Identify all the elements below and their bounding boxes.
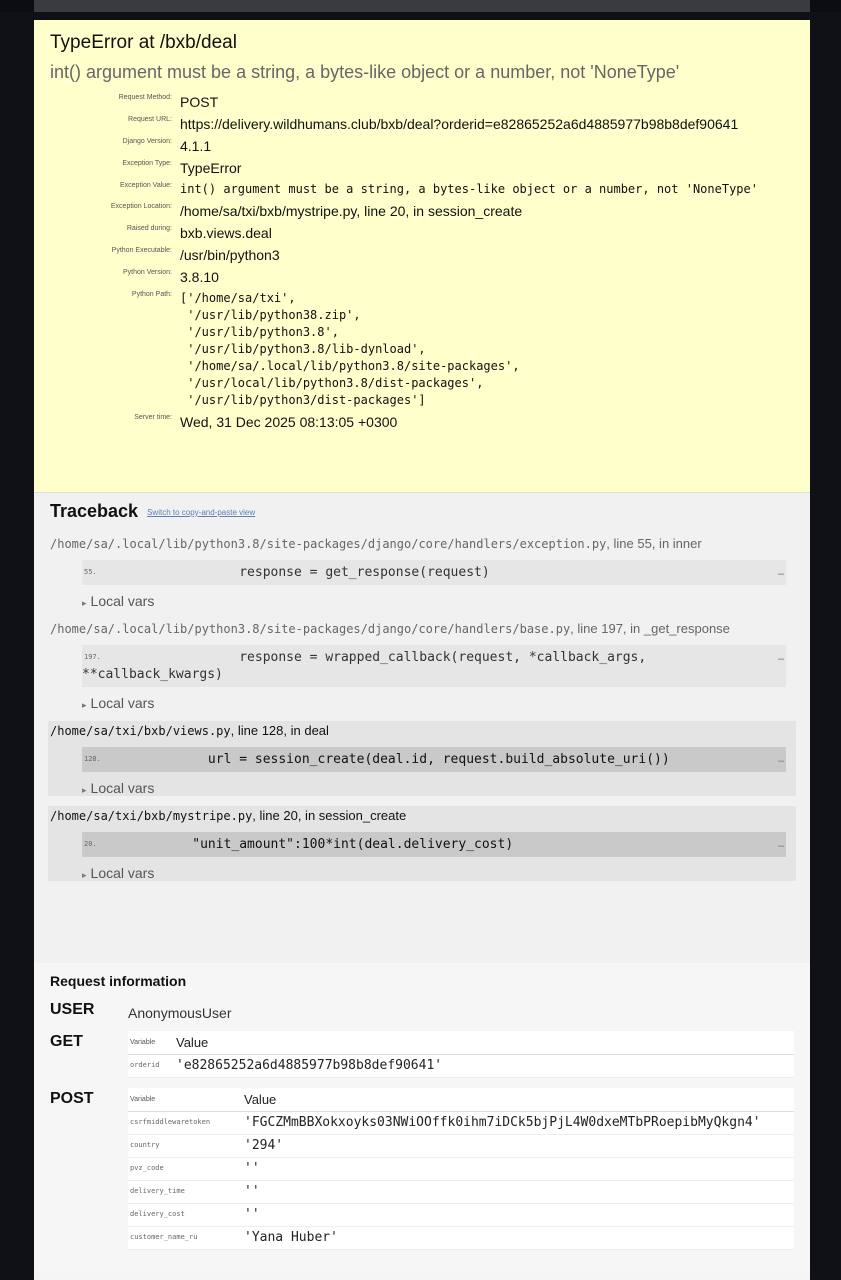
code-text: url = session_create(deal.id, request.build_absolute_uri()) xyxy=(114,752,670,767)
meta-value: int() argument must be a string, a bytes-like object or a number, not 'NoneType' xyxy=(180,182,758,196)
frame-suffix: , line 55, in inner xyxy=(606,536,702,551)
expand-context-icon[interactable]: … xyxy=(777,754,784,765)
request-information-title: Request information xyxy=(50,973,187,989)
variable-name: customer_name_ru xyxy=(128,1227,242,1250)
code-text: "unit_amount":100*int(deal.delivery_cost) xyxy=(114,837,514,852)
frame-code-line[interactable] xyxy=(82,645,786,687)
meta-row xyxy=(50,113,794,135)
meta-row xyxy=(50,288,794,411)
error-summary xyxy=(34,20,810,493)
table-row xyxy=(128,1181,794,1204)
switch-copy-paste-link[interactable]: Switch to copy-and-paste view xyxy=(147,507,256,517)
meta-row xyxy=(50,266,794,288)
variable-name: csrfmiddlewaretoken xyxy=(128,1112,242,1135)
triangle-right-icon: ▸ xyxy=(82,785,87,795)
variable-value: '' xyxy=(242,1181,794,1204)
post-variable-header: Variable xyxy=(128,1088,242,1112)
variable-value: '' xyxy=(242,1158,794,1181)
meta-label: Raised during: xyxy=(126,225,172,232)
get-variable-header: Variable xyxy=(128,1031,174,1055)
browser-top-bar xyxy=(34,0,810,12)
get-block xyxy=(50,1031,794,1078)
table-row xyxy=(128,1135,794,1158)
meta-row xyxy=(50,157,794,179)
frame-path: /home/sa/.local/lib/python3.8/site-packages/django/core/handlers/base.py xyxy=(50,622,571,636)
post-label: POST xyxy=(50,1090,94,1107)
frame-code-line[interactable] xyxy=(82,560,786,585)
exception-value-headline: int() argument must be a string, a bytes-like object or a number, not 'NoneType' xyxy=(50,62,680,82)
expand-context-icon[interactable]: … xyxy=(777,839,784,850)
variable-value: 'Yana Huber' xyxy=(242,1227,794,1250)
screen-top-frame xyxy=(0,0,841,12)
traceback-heading xyxy=(50,501,794,522)
local-vars-label: Local vars xyxy=(90,780,155,796)
django-error-page xyxy=(34,20,810,1280)
local-vars-label: Local vars xyxy=(90,695,155,711)
get-vars-table xyxy=(128,1031,794,1078)
meta-label: Python Executable: xyxy=(111,247,172,254)
post-vars-table xyxy=(128,1088,794,1250)
triangle-right-icon: ▸ xyxy=(82,700,87,710)
code-text: response = wrapped_callback(request, *callback_args, **callback_kwargs) xyxy=(82,650,655,682)
meta-value: /usr/bin/python3 xyxy=(180,247,280,263)
variable-value: '' xyxy=(242,1204,794,1227)
meta-label: Exception Type: xyxy=(122,160,172,167)
meta-value: https://delivery.wildhumans.club/bxb/deal?orderid=e82865252a6d4885977b98b8def90641 xyxy=(180,116,739,132)
frame-suffix: , line 128, in deal xyxy=(230,723,329,738)
variable-name: delivery_cost xyxy=(128,1204,242,1227)
meta-value: 4.1.1 xyxy=(180,138,212,154)
traceback-frame xyxy=(48,806,796,881)
meta-value: TypeError xyxy=(180,160,242,176)
local-vars-label: Local vars xyxy=(90,865,155,881)
traceback-section xyxy=(34,493,810,963)
table-row xyxy=(128,1227,794,1250)
frame-suffix: , line 197, in _get_response xyxy=(570,621,730,636)
traceback-title: Traceback xyxy=(50,501,139,521)
frame-path: /home/sa/txi/bxb/mystripe.py xyxy=(50,809,253,823)
local-vars-toggle[interactable] xyxy=(82,593,794,609)
frame-path: /home/sa/txi/bxb/views.py xyxy=(50,724,231,738)
frame-location xyxy=(50,619,794,639)
local-vars-toggle[interactable] xyxy=(82,865,794,881)
line-number: 128. xyxy=(84,755,101,763)
frame-location xyxy=(50,806,794,826)
expand-context-icon[interactable]: … xyxy=(777,567,784,578)
request-information-section xyxy=(34,963,810,1270)
meta-label: Exception Value: xyxy=(119,182,172,189)
meta-label: Server time: xyxy=(134,414,172,421)
meta-row xyxy=(50,91,794,113)
table-row xyxy=(128,1112,794,1135)
post-value-header: Value xyxy=(242,1088,794,1112)
post-block xyxy=(50,1088,794,1250)
get-value-header: Value xyxy=(174,1031,794,1055)
expand-context-icon[interactable]: … xyxy=(777,652,784,663)
get-label: GET xyxy=(50,1033,83,1050)
python-path-value: ['/home/sa/txi', '/usr/lib/python38.zip', '/usr/lib/python3.8', '/usr/lib/python3.8/lib-dynload', '/home/sa/.local/lib/python3.8/site-packages', '/usr/local/lib/python3.8/dist-packages', '/usr/lib/python3/dist-packages'] xyxy=(180,291,520,407)
triangle-right-icon: ▸ xyxy=(82,598,87,608)
traceback-frame xyxy=(50,619,794,711)
meta-row xyxy=(50,411,794,433)
variable-name: pvz_code xyxy=(128,1158,242,1181)
meta-row xyxy=(50,179,794,200)
meta-value: POST xyxy=(180,94,219,110)
user-value: AnonymousUser xyxy=(128,1005,232,1021)
meta-row xyxy=(50,135,794,157)
meta-label: Python Version: xyxy=(122,269,172,276)
line-number: 55. xyxy=(84,568,97,576)
meta-row xyxy=(50,244,794,266)
meta-value: 3.8.10 xyxy=(180,269,219,285)
meta-label: Python Path: xyxy=(131,291,172,298)
variable-name: country xyxy=(128,1135,242,1158)
line-number: 197. xyxy=(84,653,101,661)
variable-value: 'e82865252a6d4885977b98b8def90641' xyxy=(174,1055,794,1078)
meta-row xyxy=(50,222,794,244)
meta-label: Request URL: xyxy=(128,116,172,123)
meta-label: Django Version: xyxy=(122,138,172,145)
frame-code-line[interactable] xyxy=(82,747,786,772)
table-row xyxy=(128,1204,794,1227)
local-vars-label: Local vars xyxy=(90,593,155,609)
meta-row xyxy=(50,200,794,222)
traceback-frame xyxy=(48,721,796,796)
meta-value: /home/sa/txi/bxb/mystripe.py, line 20, in session_create xyxy=(180,203,523,219)
traceback-frame xyxy=(50,534,794,609)
variable-value: 'FGCZMmBBXokxoyks03NWiOOffk0ihm7iDCk5bjPjL4W0dxeMTbPRoepibMyQkgn4' xyxy=(242,1112,794,1135)
variable-name: delivery_time xyxy=(128,1181,242,1204)
meta-value xyxy=(180,288,794,411)
variable-value: '294' xyxy=(242,1135,794,1158)
traceback-frames xyxy=(50,534,794,881)
code-text: response = get_response(request) xyxy=(114,565,490,580)
frame-suffix: , line 20, in session_create xyxy=(252,808,407,823)
table-row xyxy=(128,1158,794,1181)
user-block xyxy=(50,999,794,1021)
meta-table xyxy=(50,91,794,433)
table-row xyxy=(128,1055,794,1078)
user-label: USER xyxy=(50,1001,95,1018)
frame-location xyxy=(50,534,794,554)
frame-code-line[interactable] xyxy=(82,832,786,857)
meta-value: bxb.views.deal xyxy=(180,225,272,241)
meta-label: Exception Location: xyxy=(110,203,172,210)
frame-location xyxy=(50,721,794,741)
meta-label: Request Method: xyxy=(118,94,172,101)
variable-name: orderid xyxy=(128,1055,174,1078)
triangle-right-icon: ▸ xyxy=(82,870,87,880)
line-number: 20. xyxy=(84,840,97,848)
meta-value: Wed, 31 Dec 2025 08:13:05 +0300 xyxy=(180,414,398,430)
local-vars-toggle[interactable] xyxy=(82,780,794,796)
error-title: TypeError at /bxb/deal xyxy=(50,32,237,53)
local-vars-toggle[interactable] xyxy=(82,695,794,711)
frame-path: /home/sa/.local/lib/python3.8/site-packages/django/core/handlers/exception.py xyxy=(50,537,607,551)
